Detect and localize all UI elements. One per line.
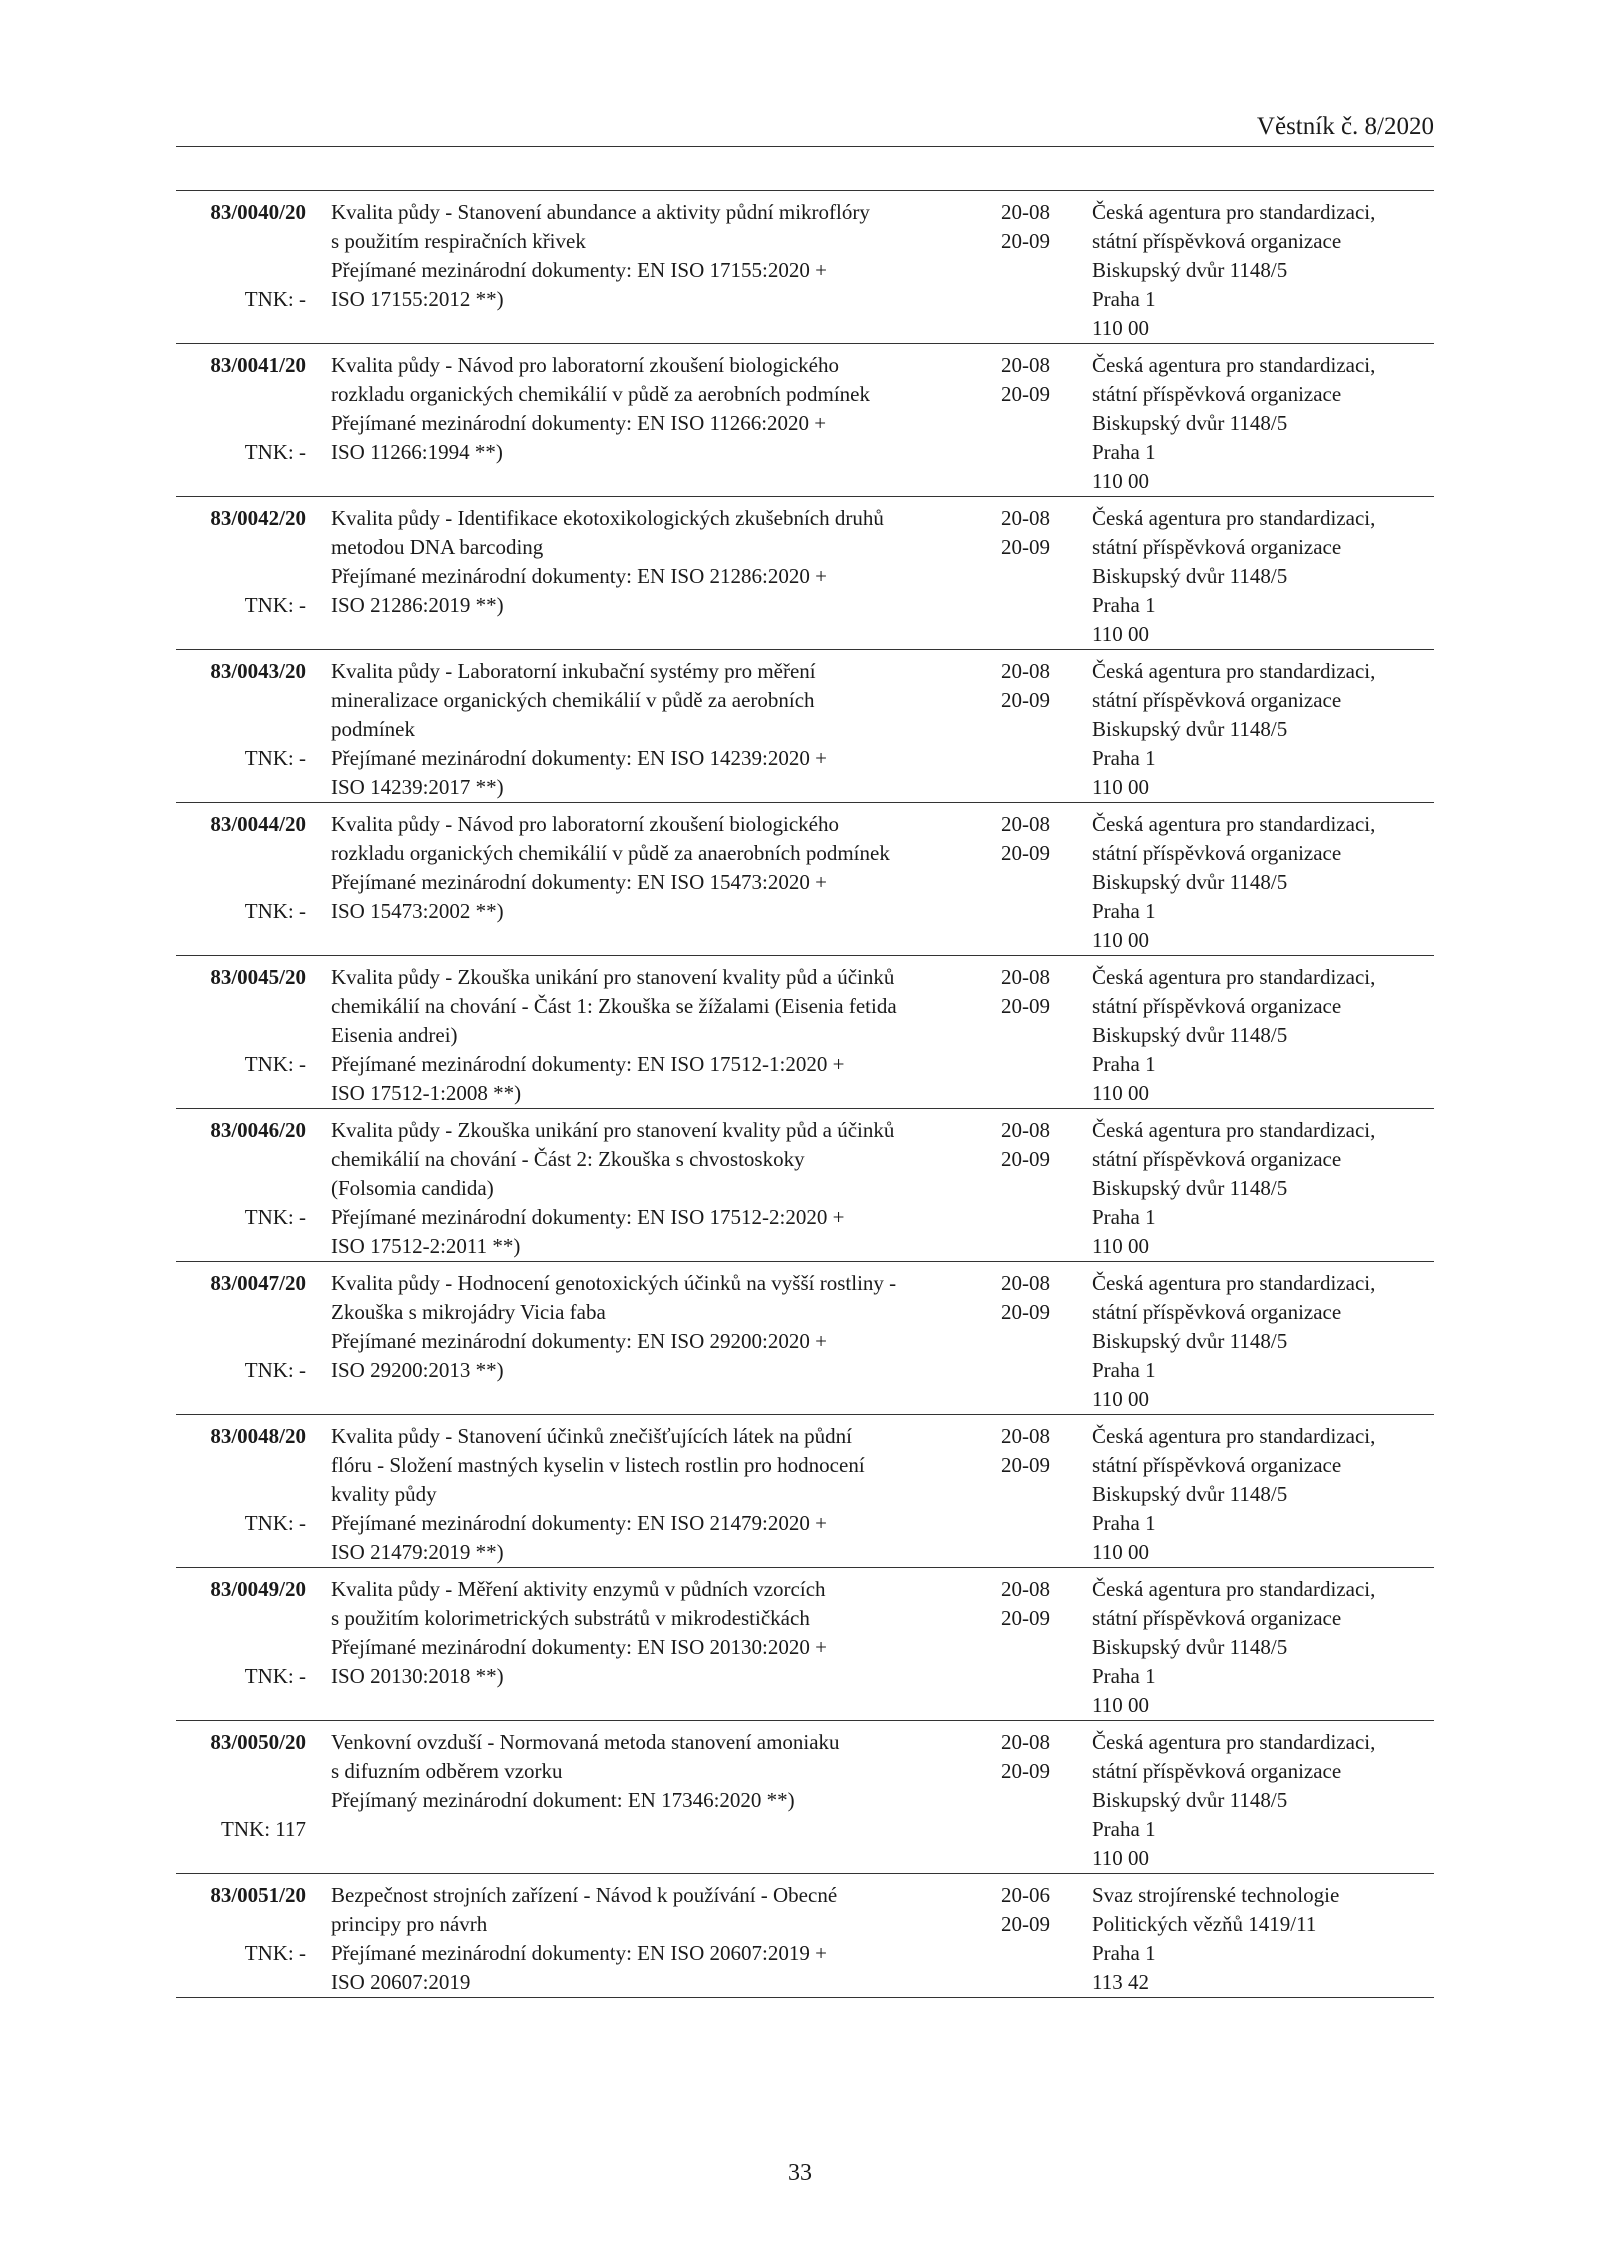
- entry-organization-line: státní příspěvková organizace: [1092, 1300, 1342, 1324]
- entry-date: 20-09: [1001, 994, 1050, 1018]
- entry-date: 20-08: [1001, 1271, 1050, 1295]
- standard-entry: [176, 191, 1434, 344]
- entry-code: 83/0050/20: [210, 1730, 306, 1754]
- entry-title-line: flóru - Složení mastných kyselin v listech rostlin pro hodnocení: [331, 1453, 865, 1477]
- entry-title-line: Přejímané mezinárodní dokumenty: EN ISO 20607:2019 +: [331, 1941, 827, 1965]
- entry-organization-line: 113 42: [1092, 1970, 1149, 1994]
- entry-tnk: TNK: 117: [221, 1817, 306, 1841]
- entry-code: 83/0042/20: [210, 506, 306, 530]
- entry-tnk: TNK: -: [244, 593, 306, 617]
- entry-organization-line: 110 00: [1092, 1540, 1149, 1564]
- entry-organization-line: Česká agentura pro standardizaci,: [1092, 506, 1376, 530]
- entry-title-line: podmínek: [331, 717, 415, 741]
- entry-code-column: [176, 1575, 306, 1720]
- entry-date: 20-08: [1001, 353, 1050, 377]
- entry-dates: [1001, 810, 1063, 955]
- entry-dates: [1001, 1116, 1063, 1261]
- entry-tnk: TNK: -: [244, 899, 306, 923]
- entry-tnk: TNK: -: [244, 287, 306, 311]
- entry-date: 20-09: [1001, 1759, 1050, 1783]
- entry-title-line: rozkladu organických chemikálií v půdě za anaerobních podmínek: [331, 841, 890, 865]
- entry-tnk: TNK: -: [244, 1205, 306, 1229]
- entry-organization-line: Biskupský dvůr 1148/5: [1092, 411, 1288, 435]
- entry-organization-line: Biskupský dvůr 1148/5: [1092, 1023, 1288, 1047]
- entry-organization-line: státní příspěvková organizace: [1092, 994, 1342, 1018]
- entry-date: 20-08: [1001, 659, 1050, 683]
- entry-title: [331, 1575, 981, 1720]
- entry-title-line: Přejímané mezinárodní dokumenty: EN ISO 15473:2020 +: [331, 870, 827, 894]
- entry-title: [331, 1269, 981, 1414]
- entry-organization-line: Česká agentura pro standardizaci,: [1092, 1730, 1376, 1754]
- entry-title-line: ISO 21479:2019 **): [331, 1540, 504, 1564]
- entry-title: [331, 198, 981, 343]
- entry-code: 83/0044/20: [210, 812, 306, 836]
- entry-organization-line: státní příspěvková organizace: [1092, 688, 1342, 712]
- entry-tnk: TNK: -: [244, 440, 306, 464]
- entry-organization: [1092, 1422, 1452, 1567]
- standards-list: [176, 190, 1434, 1998]
- entry-organization-line: Biskupský dvůr 1148/5: [1092, 1788, 1288, 1812]
- entry-organization-line: Česká agentura pro standardizaci,: [1092, 659, 1376, 683]
- entry-organization-line: 110 00: [1092, 1846, 1149, 1870]
- entry-organization-line: Česká agentura pro standardizaci,: [1092, 1577, 1376, 1601]
- entry-organization-line: Praha 1: [1092, 746, 1156, 770]
- entry-tnk: TNK: -: [244, 746, 306, 770]
- entry-title-line: ISO 17512-1:2008 **): [331, 1081, 522, 1105]
- entry-organization-line: Praha 1: [1092, 593, 1156, 617]
- entry-date: 20-09: [1001, 535, 1050, 559]
- entry-title-line: ISO 20607:2019: [331, 1970, 471, 1994]
- standard-entry: [176, 1109, 1434, 1262]
- entry-title-line: Kvalita půdy - Hodnocení genotoxických účinků na vyšší rostliny -: [331, 1271, 897, 1295]
- entry-organization-line: Biskupský dvůr 1148/5: [1092, 1329, 1288, 1353]
- entry-organization-line: Česká agentura pro standardizaci,: [1092, 200, 1376, 224]
- entry-date: 20-09: [1001, 841, 1050, 865]
- entry-title-line: Přejímané mezinárodní dokumenty: EN ISO 17512-1:2020 +: [331, 1052, 845, 1076]
- entry-code-column: [176, 351, 306, 496]
- entry-date: 20-08: [1001, 1577, 1050, 1601]
- entry-code-column: [176, 1116, 306, 1261]
- standard-entry: [176, 803, 1434, 956]
- entry-date: 20-08: [1001, 1118, 1050, 1142]
- entry-organization-line: Praha 1: [1092, 1511, 1156, 1535]
- entry-organization-line: Biskupský dvůr 1148/5: [1092, 1635, 1288, 1659]
- entry-title: [331, 1116, 981, 1261]
- entry-organization: [1092, 963, 1452, 1108]
- entry-organization-line: Česká agentura pro standardizaci,: [1092, 1118, 1376, 1142]
- entry-organization-line: Praha 1: [1092, 899, 1156, 923]
- entry-code-column: [176, 657, 306, 802]
- standard-entry: [176, 1262, 1434, 1415]
- entry-organization-line: Česká agentura pro standardizaci,: [1092, 965, 1376, 989]
- entry-title-line: metodou DNA barcoding: [331, 535, 544, 559]
- entry-organization-line: 110 00: [1092, 1234, 1149, 1258]
- entry-organization-line: Česká agentura pro standardizaci,: [1092, 1271, 1376, 1295]
- entry-organization-line: 110 00: [1092, 316, 1149, 340]
- entry-dates: [1001, 1575, 1063, 1720]
- entry-title: [331, 1422, 981, 1567]
- entry-organization: [1092, 504, 1452, 649]
- entry-code: 83/0049/20: [210, 1577, 306, 1601]
- entry-organization-line: státní příspěvková organizace: [1092, 841, 1342, 865]
- entry-title-line: Přejímané mezinárodní dokumenty: EN ISO 20130:2020 +: [331, 1635, 827, 1659]
- entry-title-line: mineralizace organických chemikálií v půdě za aerobních: [331, 688, 815, 712]
- entry-title: [331, 810, 981, 955]
- entry-dates: [1001, 1422, 1063, 1567]
- standard-entry: [176, 1721, 1434, 1874]
- entry-code-column: [176, 1422, 306, 1567]
- entry-organization-line: Praha 1: [1092, 1358, 1156, 1382]
- entry-organization-line: 110 00: [1092, 469, 1149, 493]
- entry-title-line: Přejímané mezinárodní dokumenty: EN ISO 11266:2020 +: [331, 411, 827, 435]
- entry-organization-line: státní příspěvková organizace: [1092, 382, 1342, 406]
- entry-organization-line: Biskupský dvůr 1148/5: [1092, 870, 1288, 894]
- entry-dates: [1001, 1269, 1063, 1414]
- entry-dates: [1001, 1728, 1063, 1873]
- entry-title-line: rozkladu organických chemikálií v půdě za aerobních podmínek: [331, 382, 871, 406]
- entry-date: 20-09: [1001, 688, 1050, 712]
- entry-code: 83/0041/20: [210, 353, 306, 377]
- entry-code-column: [176, 504, 306, 649]
- entry-title-line: s použitím respiračních křivek: [331, 229, 586, 253]
- entry-organization-line: státní příspěvková organizace: [1092, 535, 1342, 559]
- entry-code-column: [176, 198, 306, 343]
- entry-code-column: [176, 810, 306, 955]
- entry-title: [331, 963, 981, 1108]
- entry-title-line: Přejímané mezinárodní dokumenty: EN ISO 17512-2:2020 +: [331, 1205, 845, 1229]
- standard-entry: [176, 497, 1434, 650]
- entry-date: 20-06: [1001, 1883, 1050, 1907]
- entry-title: [331, 504, 981, 649]
- entry-code: 83/0043/20: [210, 659, 306, 683]
- standard-entry: [176, 344, 1434, 497]
- standard-entry: [176, 1568, 1434, 1721]
- entry-date: 20-08: [1001, 506, 1050, 530]
- entry-date: 20-08: [1001, 1730, 1050, 1754]
- entry-title-line: Kvalita půdy - Identifikace ekotoxikologických zkušebních druhů: [331, 506, 884, 530]
- page-header: [176, 112, 1434, 147]
- entry-title-line: Přejímané mezinárodní dokumenty: EN ISO 21286:2020 +: [331, 564, 827, 588]
- entry-tnk: TNK: -: [244, 1511, 306, 1535]
- entry-organization-line: Svaz strojírenské technologie: [1092, 1883, 1340, 1907]
- entry-title-line: ISO 11266:1994 **): [331, 440, 503, 464]
- entry-organization: [1092, 1116, 1452, 1261]
- entry-code-column: [176, 963, 306, 1108]
- entry-organization-line: Biskupský dvůr 1148/5: [1092, 1482, 1288, 1506]
- entry-title-line: Kvalita půdy - Stanovení účinků znečišťujících látek na půdní: [331, 1424, 853, 1448]
- entry-organization-line: státní příspěvková organizace: [1092, 1759, 1342, 1783]
- entry-organization: [1092, 810, 1452, 955]
- entry-title-line: Zkouška s mikrojádry Vicia faba: [331, 1300, 606, 1324]
- entry-title-line: Kvalita půdy - Zkouška unikání pro stanovení kvality půd a účinků: [331, 965, 895, 989]
- entry-title-line: Kvalita půdy - Zkouška unikání pro stanovení kvality půd a účinků: [331, 1118, 895, 1142]
- entry-organization-line: 110 00: [1092, 622, 1149, 646]
- entry-organization-line: Biskupský dvůr 1148/5: [1092, 258, 1288, 282]
- entry-organization-line: 110 00: [1092, 928, 1149, 952]
- entry-organization-line: státní příspěvková organizace: [1092, 1606, 1342, 1630]
- entry-title-line: ISO 17512-2:2011 **): [331, 1234, 521, 1258]
- entry-code-column: [176, 1881, 306, 1997]
- entry-title-line: s difuzním odběrem vzorku: [331, 1759, 563, 1783]
- entry-title-line: ISO 14239:2017 **): [331, 775, 504, 799]
- entry-organization-line: Praha 1: [1092, 287, 1156, 311]
- entry-organization-line: Biskupský dvůr 1148/5: [1092, 717, 1288, 741]
- entry-tnk: TNK: -: [244, 1941, 306, 1965]
- entry-date: 20-09: [1001, 382, 1050, 406]
- entry-organization-line: Biskupský dvůr 1148/5: [1092, 564, 1288, 588]
- entry-organization-line: 110 00: [1092, 1081, 1149, 1105]
- standard-entry: [176, 1415, 1434, 1568]
- entry-title-line: Kvalita půdy - Stanovení abundance a aktivity půdní mikroflóry: [331, 200, 870, 224]
- entry-code-column: [176, 1269, 306, 1414]
- entry-organization: [1092, 1881, 1452, 1997]
- entry-organization-line: Česká agentura pro standardizaci,: [1092, 353, 1376, 377]
- entry-date: 20-09: [1001, 1912, 1050, 1936]
- entry-tnk: TNK: -: [244, 1664, 306, 1688]
- entry-title-line: (Folsomia candida): [331, 1176, 494, 1200]
- entry-organization-line: Praha 1: [1092, 1205, 1156, 1229]
- entry-title-line: ISO 29200:2013 **): [331, 1358, 504, 1382]
- entry-organization: [1092, 1575, 1452, 1720]
- entry-dates: [1001, 657, 1063, 802]
- entry-organization-line: Praha 1: [1092, 440, 1156, 464]
- entry-tnk: TNK: -: [244, 1358, 306, 1382]
- entry-title-line: Přejímané mezinárodní dokumenty: EN ISO 17155:2020 +: [331, 258, 827, 282]
- entry-title-line: Přejímané mezinárodní dokumenty: EN ISO 21479:2020 +: [331, 1511, 827, 1535]
- entry-title-line: Přejímané mezinárodní dokumenty: EN ISO 14239:2020 +: [331, 746, 827, 770]
- entry-date: 20-09: [1001, 1453, 1050, 1477]
- entry-organization: [1092, 1269, 1452, 1414]
- entry-title-line: kvality půdy: [331, 1482, 437, 1506]
- entry-code: 83/0045/20: [210, 965, 306, 989]
- bulletin-title: Věstník č. 8/2020: [1256, 113, 1434, 140]
- entry-organization-line: státní příspěvková organizace: [1092, 1453, 1342, 1477]
- entry-organization: [1092, 351, 1452, 496]
- entry-title-line: chemikálií na chování - Část 1: Zkouška se žížalami (Eisenia fetida: [331, 994, 897, 1018]
- entry-dates: [1001, 198, 1063, 343]
- entry-dates: [1001, 351, 1063, 496]
- entry-title-line: ISO 20130:2018 **): [331, 1664, 504, 1688]
- entry-title-line: chemikálií na chování - Část 2: Zkouška s chvostoskoky: [331, 1147, 805, 1171]
- entry-organization-line: 110 00: [1092, 1387, 1149, 1411]
- entry-date: 20-09: [1001, 1300, 1050, 1324]
- entry-organization-line: Praha 1: [1092, 1817, 1156, 1841]
- entry-title-line: Přejímané mezinárodní dokumenty: EN ISO 29200:2020 +: [331, 1329, 827, 1353]
- entry-title-line: Venkovní ovzduší - Normovaná metoda stanovení amoniaku: [331, 1730, 840, 1754]
- entry-organization: [1092, 198, 1452, 343]
- entry-title-line: Bezpečnost strojních zařízení - Návod k používání - Obecné: [331, 1883, 838, 1907]
- entry-title: [331, 1728, 981, 1873]
- entry-title-line: Kvalita půdy - Návod pro laboratorní zkoušení biologického: [331, 353, 839, 377]
- entry-organization-line: Česká agentura pro standardizaci,: [1092, 1424, 1376, 1448]
- entry-date: 20-08: [1001, 812, 1050, 836]
- entry-dates: [1001, 963, 1063, 1108]
- page-number: 33: [788, 2160, 812, 2186]
- entry-organization-line: Praha 1: [1092, 1052, 1156, 1076]
- standard-entry: [176, 956, 1434, 1109]
- entry-code: 83/0046/20: [210, 1118, 306, 1142]
- entry-date: 20-08: [1001, 965, 1050, 989]
- entry-code: 83/0048/20: [210, 1424, 306, 1448]
- entry-date: 20-08: [1001, 200, 1050, 224]
- entry-date: 20-09: [1001, 1606, 1050, 1630]
- entry-title-line: ISO 21286:2019 **): [331, 593, 504, 617]
- entry-organization-line: 110 00: [1092, 1693, 1149, 1717]
- entry-code: 83/0040/20: [210, 200, 306, 224]
- entry-title-line: Kvalita půdy - Laboratorní inkubační systémy pro měření: [331, 659, 816, 683]
- entry-organization-line: Biskupský dvůr 1148/5: [1092, 1176, 1288, 1200]
- entry-organization-line: státní příspěvková organizace: [1092, 1147, 1342, 1171]
- entry-title-line: s použitím kolorimetrických substrátů v mikrodestičkách: [331, 1606, 810, 1630]
- entry-organization-line: Praha 1: [1092, 1941, 1156, 1965]
- entry-organization-line: Politických vězňů 1419/11: [1092, 1912, 1317, 1936]
- entry-organization-line: Česká agentura pro standardizaci,: [1092, 812, 1376, 836]
- entry-title: [331, 351, 981, 496]
- entry-organization-line: Praha 1: [1092, 1664, 1156, 1688]
- entry-title-line: principy pro návrh: [331, 1912, 488, 1936]
- entry-date: 20-09: [1001, 1147, 1050, 1171]
- entry-code-column: [176, 1728, 306, 1873]
- entry-organization-line: státní příspěvková organizace: [1092, 229, 1342, 253]
- entry-title: [331, 657, 981, 802]
- entry-title-line: Eisenia andrei): [331, 1023, 458, 1047]
- entry-title-line: Kvalita půdy - Návod pro laboratorní zkoušení biologického: [331, 812, 839, 836]
- entry-code: 83/0051/20: [210, 1883, 306, 1907]
- entry-organization: [1092, 657, 1452, 802]
- entry-title-line: Kvalita půdy - Měření aktivity enzymů v půdních vzorcích: [331, 1577, 826, 1601]
- entry-dates: [1001, 504, 1063, 649]
- entry-date: 20-08: [1001, 1424, 1050, 1448]
- entry-date: 20-09: [1001, 229, 1050, 253]
- entry-title-line: Přejímaný mezinárodní dokument: EN 17346:2020 **): [331, 1788, 795, 1812]
- entry-dates: [1001, 1881, 1063, 1997]
- entry-title: [331, 1881, 981, 1997]
- entry-title-line: ISO 15473:2002 **): [331, 899, 504, 923]
- entry-title-line: ISO 17155:2012 **): [331, 287, 504, 311]
- standard-entry: [176, 650, 1434, 803]
- entry-code: 83/0047/20: [210, 1271, 306, 1295]
- entry-organization-line: 110 00: [1092, 775, 1149, 799]
- entry-organization: [1092, 1728, 1452, 1873]
- standard-entry: [176, 1874, 1434, 1998]
- entry-tnk: TNK: -: [244, 1052, 306, 1076]
